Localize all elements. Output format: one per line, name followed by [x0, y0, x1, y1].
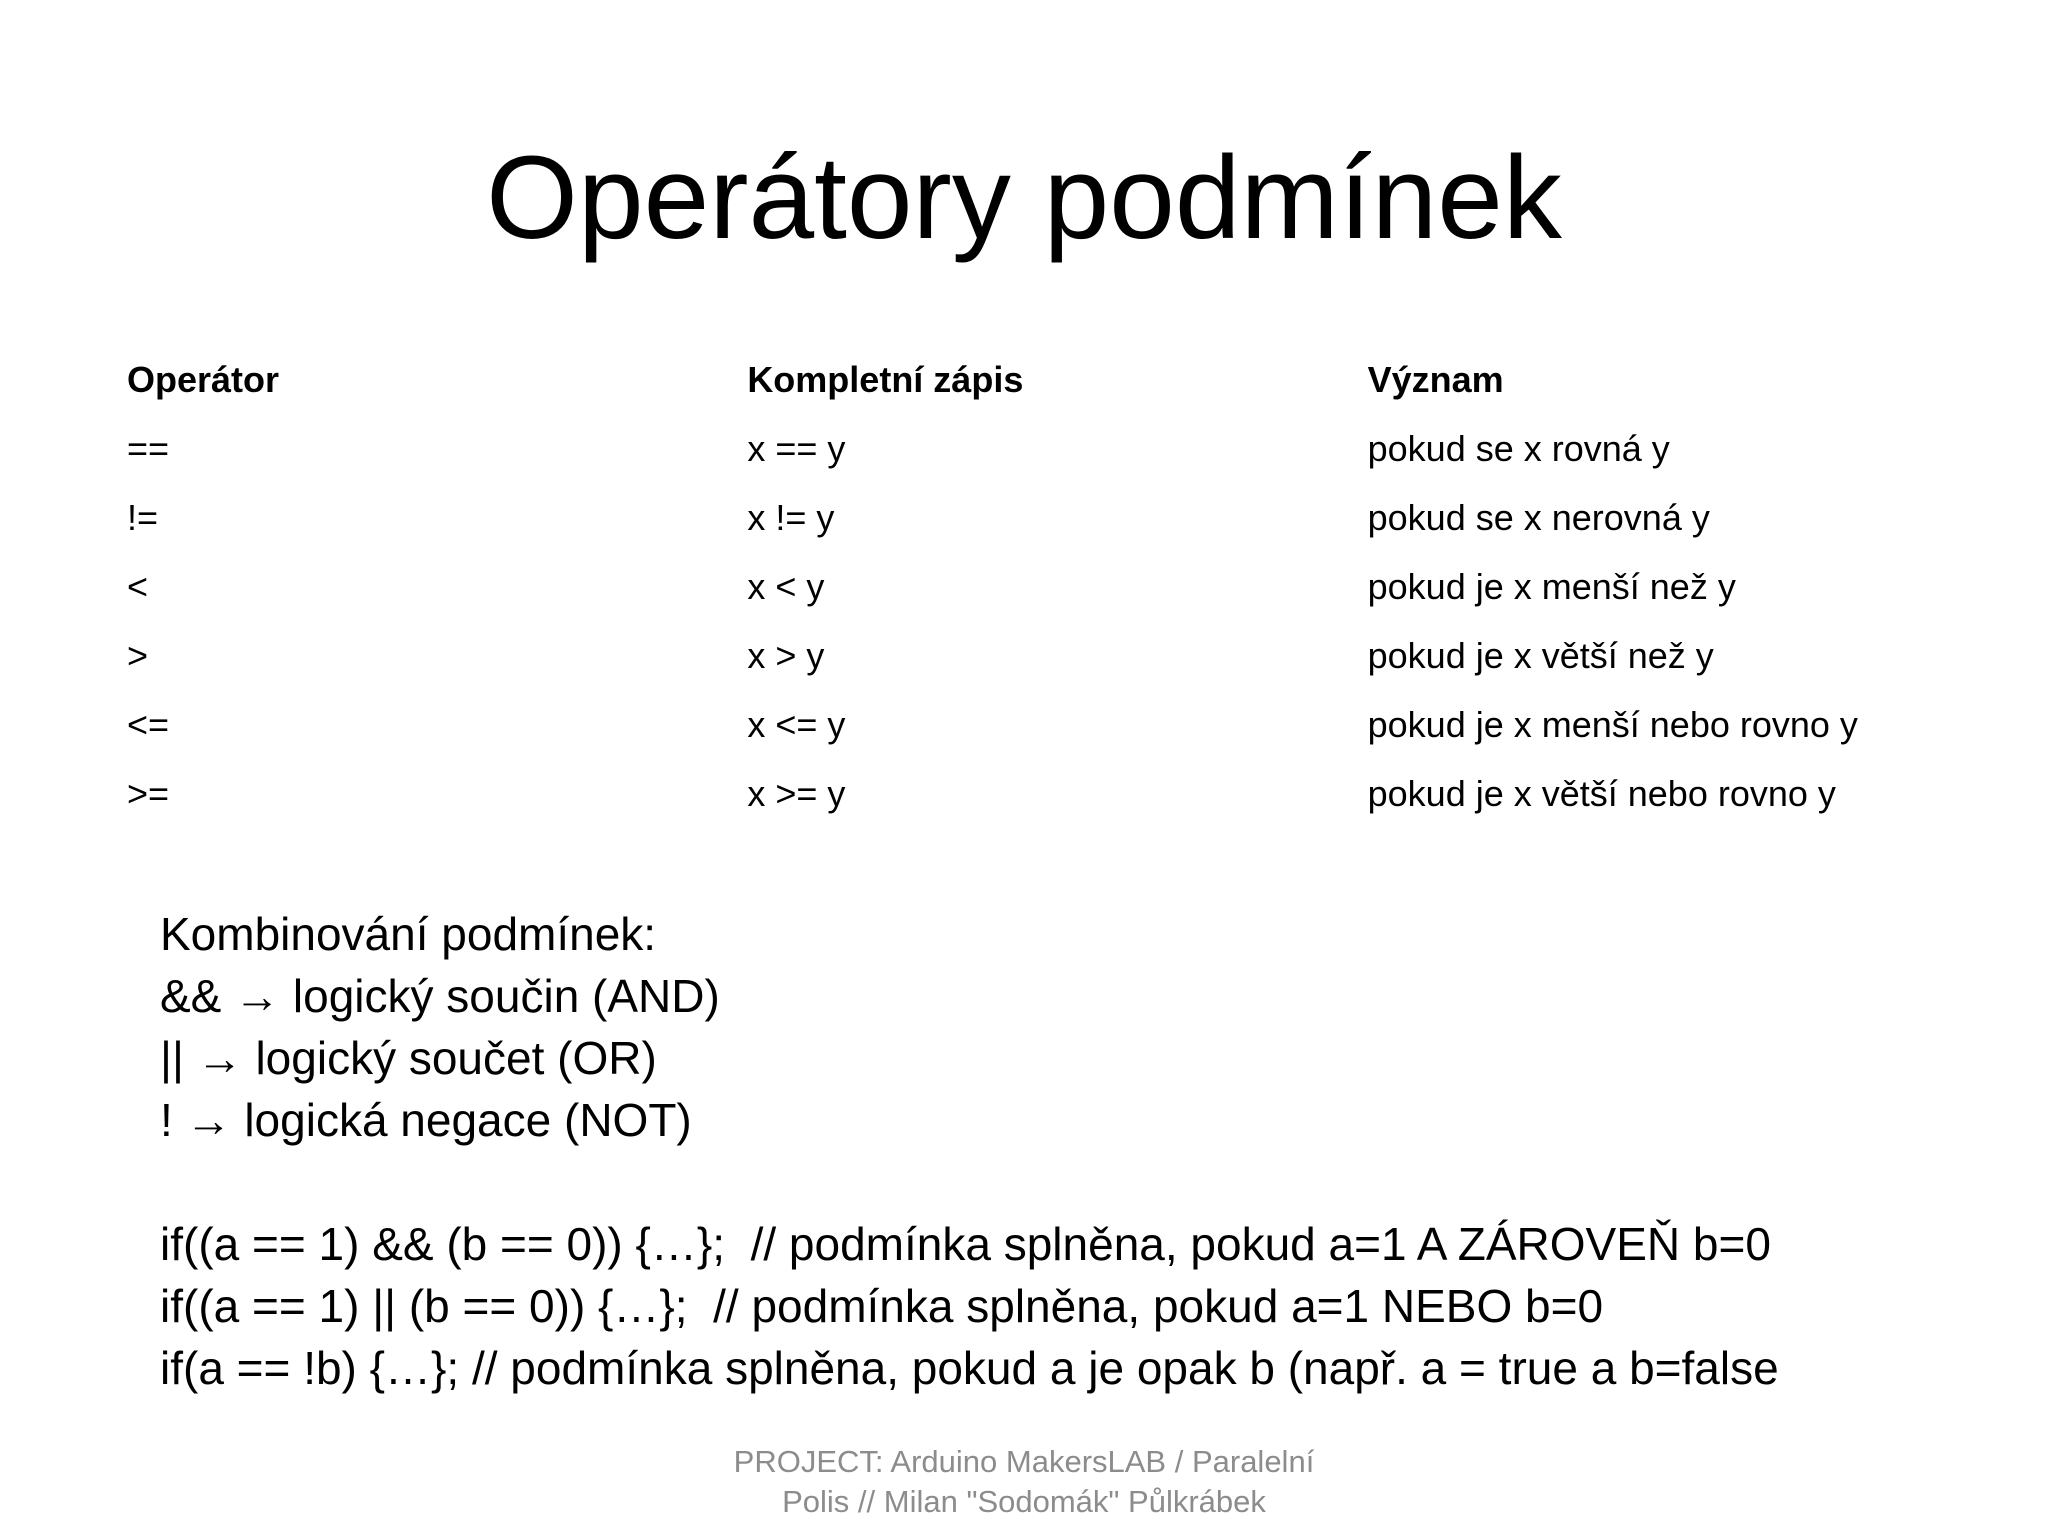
meaning-cell: pokud je x menší nebo rovno y	[1367, 703, 1858, 745]
slide-title: Operátory podmínek	[486, 132, 1562, 264]
spacer	[160, 1151, 1779, 1213]
combining-line-or: || → logický součet (OR)	[160, 1032, 657, 1084]
combining-heading: Kombinování podmínek:	[160, 908, 657, 960]
table-row	[127, 483, 1927, 552]
operators-table	[127, 345, 1927, 828]
operator-cell: ==	[127, 427, 170, 469]
notation-cell: x != y	[747, 496, 835, 538]
table-row	[127, 759, 1927, 828]
example-and: if((a == 1) && (b == 0)) {…}; // podmínka splněna, pokud a=1 A ZÁROVEŇ b=0	[160, 1218, 1771, 1270]
operator-cell: !=	[127, 496, 159, 538]
footer-line-1: PROJECT: Arduino MakersLAB / Paralelní	[733, 1444, 1315, 1479]
operator-cell: >	[127, 634, 149, 676]
header-meaning: Význam	[1367, 358, 1504, 400]
meaning-cell: pokud je x větší nebo rovno y	[1367, 772, 1836, 814]
table-row	[127, 690, 1927, 759]
combining-line-and: && → logický součin (AND)	[160, 970, 720, 1022]
notation-cell: x <= y	[747, 703, 846, 745]
slide-footer	[0, 1442, 2048, 1522]
combining-conditions	[160, 903, 1779, 1399]
table-row	[127, 621, 1927, 690]
table-header-row	[127, 345, 1927, 414]
header-operator: Operátor	[127, 358, 280, 400]
footer-line-2: Polis // Milan "Sodomák" Půlkrábek	[782, 1484, 1266, 1519]
combining-line-not: ! → logická negace (NOT)	[160, 1094, 692, 1146]
meaning-cell: pokud se x rovná y	[1367, 427, 1670, 469]
example-or: if((a == 1) || (b == 0)) {…}; // podmínka splněna, pokud a=1 NEBO b=0	[160, 1280, 1604, 1332]
table-row	[127, 414, 1927, 483]
notation-cell: x == y	[747, 427, 846, 469]
example-not: if(a == !b) {…}; // podmínka splněna, pokud a je opak b (např. a = true a b=false	[160, 1342, 1779, 1394]
table-row	[127, 552, 1927, 621]
operator-cell: <=	[127, 703, 170, 745]
operator-cell: >=	[127, 772, 170, 814]
header-full-notation: Kompletní zápis	[747, 358, 1024, 400]
notation-cell: x < y	[747, 565, 825, 607]
meaning-cell: pokud se x nerovná y	[1367, 496, 1710, 538]
operator-cell: <	[127, 565, 149, 607]
meaning-cell: pokud je x větší než y	[1367, 634, 1714, 676]
notation-cell: x > y	[747, 634, 825, 676]
meaning-cell: pokud je x menší než y	[1367, 565, 1736, 607]
notation-cell: x >= y	[747, 772, 846, 814]
